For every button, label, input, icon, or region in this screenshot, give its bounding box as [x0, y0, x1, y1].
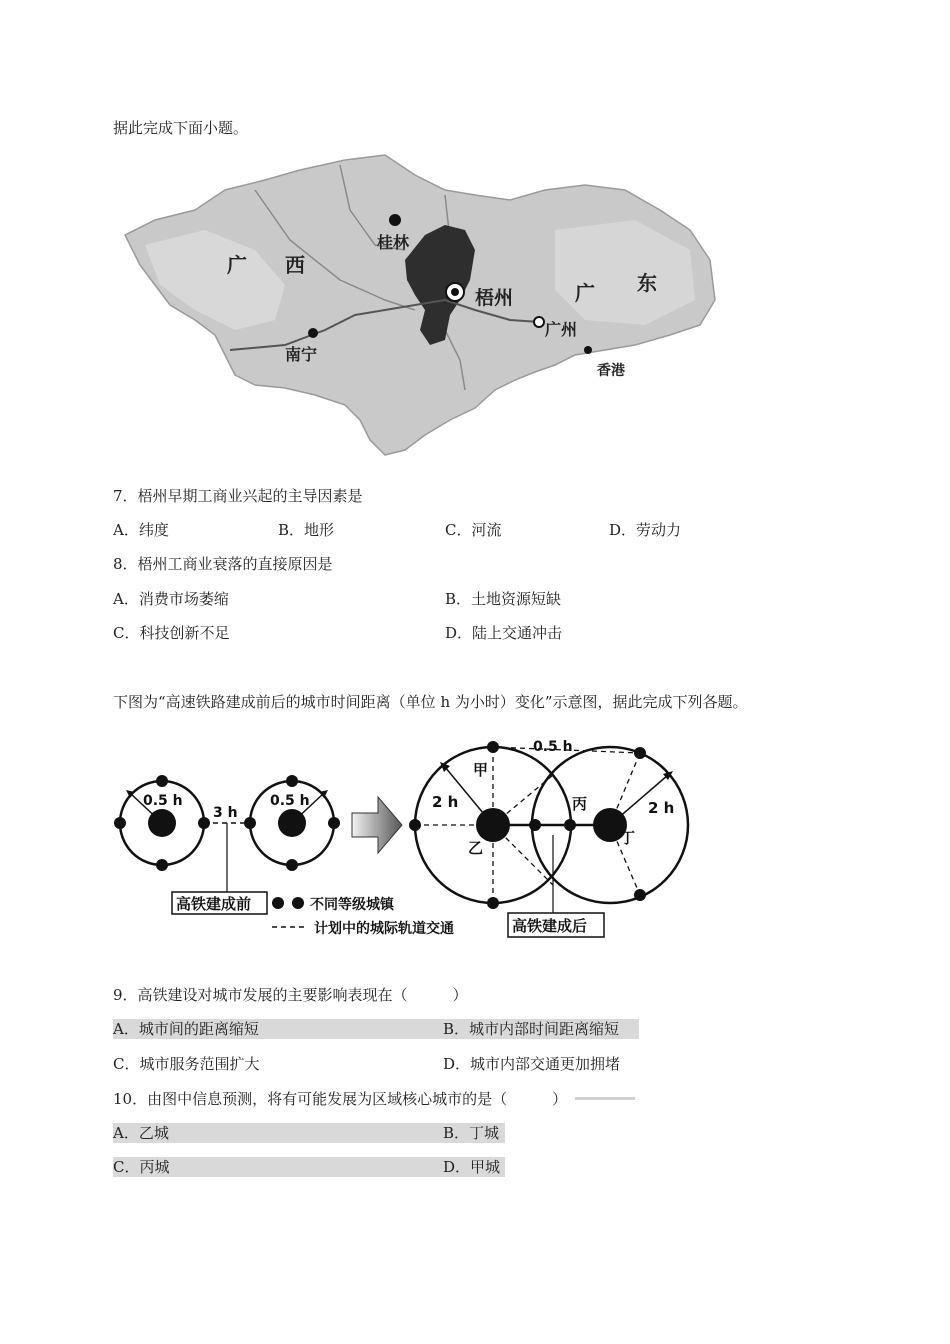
map-label-guangxi-2: 西	[285, 253, 305, 277]
map-label-guangdong-2: 东	[637, 271, 657, 295]
q8-option-b[interactable]: B．土地资源短缺	[445, 590, 562, 608]
guangxi-guangdong-map	[115, 150, 725, 460]
city-yi-label: 乙	[468, 839, 484, 857]
before-label: 高铁建成前	[176, 895, 252, 913]
q10-stem: 10．由图中信息预测，将有可能发展为区域核心城市的是（ ）	[113, 1090, 568, 1108]
q9-option-a[interactable]: A．城市间的距离缩短	[113, 1019, 443, 1039]
guilin-dot	[389, 214, 401, 226]
q9-option-b[interactable]: B．城市内部时间距离缩短	[443, 1019, 639, 1039]
legend-cities: 不同等级城镇	[310, 897, 394, 913]
right-top-label: 0.5 h	[533, 739, 573, 755]
q7-option-c[interactable]: C．河流	[445, 521, 502, 539]
q8-option-c[interactable]: C．科技创新不足	[113, 624, 230, 642]
left-radius-label-2: 0.5 h	[270, 793, 310, 809]
q7-option-b[interactable]: B．地形	[278, 521, 335, 539]
after-diagram	[409, 739, 688, 913]
nanning-dot	[308, 328, 318, 338]
before-diagram	[114, 775, 340, 895]
q8-option-a[interactable]: A．消费市场萎缩	[113, 590, 229, 608]
city-jia-label: 甲	[473, 761, 489, 779]
hongkong-dot	[584, 346, 592, 354]
intro-text-2: 下图为“高速铁路建成前后的城市时间距离（单位 h 为小时）变化”示意图，据此完成下列各题。	[113, 693, 748, 711]
left-radius-label-1: 0.5 h	[143, 793, 183, 809]
after-label: 高铁建成后	[512, 917, 588, 935]
q10-option-b[interactable]: B．丁城	[443, 1123, 505, 1143]
guangzhou-dot	[534, 317, 544, 327]
map-label-guilin: 桂林	[377, 233, 410, 252]
city-bing-label: 丙	[572, 795, 588, 813]
q9-option-d[interactable]: D．城市内部交通更加拥堵	[443, 1055, 621, 1073]
transition-arrow	[352, 797, 402, 853]
intro-text-1: 据此完成下面小题。	[113, 119, 249, 137]
right-radius-label-left: 2 h	[432, 793, 459, 811]
legend-rail: 计划中的城际轨道交通	[314, 921, 454, 937]
right-radius-label-right: 2 h	[648, 799, 675, 817]
q10-option-d[interactable]: D．甲城	[443, 1157, 505, 1177]
city-ding-label: 丁	[620, 829, 636, 847]
left-gap-label: 3 h	[213, 805, 238, 821]
q10-option-c[interactable]: C．丙城	[113, 1157, 443, 1177]
map-label-guangzhou: 广州	[545, 320, 578, 339]
q7-option-a[interactable]: A．纬度	[113, 521, 169, 539]
q7-stem: 7．梧州早期工商业兴起的主导因素是	[113, 487, 363, 505]
map-label-guangdong-1: 广	[575, 281, 595, 305]
q8-option-d[interactable]: D．陆上交通冲击	[445, 624, 563, 642]
map-label-wuzhou: 梧州	[475, 287, 514, 309]
q7-option-d[interactable]: D．劳动力	[609, 521, 682, 539]
q8-stem: 8．梧州工商业衰落的直接原因是	[113, 555, 333, 573]
map-label-hongkong: 香港	[597, 363, 625, 379]
high-speed-rail-diagram	[110, 735, 700, 945]
q10-option-a[interactable]: A．乙城	[113, 1123, 443, 1143]
q9-stem: 9．高铁建设对城市发展的主要影响表现在（ ）	[113, 986, 468, 1004]
map-label-guangxi-1: 广	[227, 253, 247, 277]
q9-option-c[interactable]: C．城市服务范围扩大	[113, 1055, 260, 1073]
map-label-nanning: 南宁	[285, 345, 318, 364]
q10-underline	[575, 1097, 635, 1100]
